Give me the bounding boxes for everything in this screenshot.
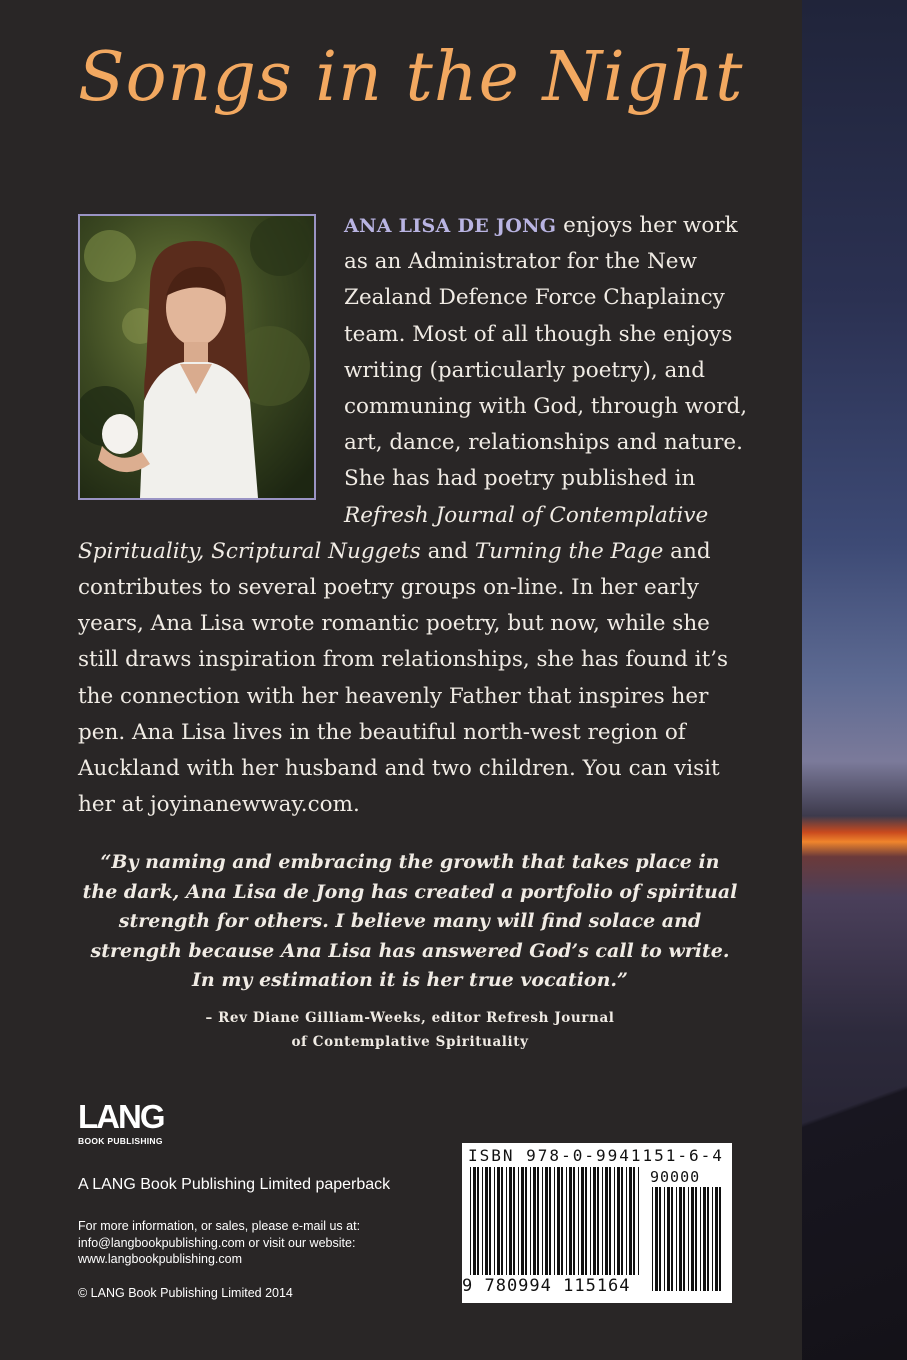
contact-info-line-2: info@langbookpublishing.com or visit our website: xyxy=(78,1235,356,1250)
bio-text-part-3: and contributes to several poetry groups on-line. In her early years, Ana Lisa wrote romantic poetry, but now, while she still draws inspiration from relationships, she has found it’s the connection with her heavenly Father that inspires her pen. Ana Lisa lives in the beautiful north-west region of Auckland with her husband and two children. You can visit her at joyinanewway.com. xyxy=(78,538,729,818)
publisher-contact-info xyxy=(78,1218,418,1268)
bio-text-part-1: enjoys her work as an Administrator for the New Zealand Defence Force Chaplaincy team. Most of all though she enjoys writing (particularly poetry), and communing with God, through word, art, dance, relationships and nature. She has had poetry published in xyxy=(344,213,748,492)
bio-publication-1: Refresh Journal of Contemplative Spirituality, Scriptural Nuggets xyxy=(78,502,709,564)
publisher-paperback-line: A LANG Book Publishing Limited paperback xyxy=(78,1176,391,1193)
price-code: 90000 xyxy=(650,1168,701,1186)
quote-attribution xyxy=(80,1006,740,1054)
bio-text-part-2: and xyxy=(420,538,475,564)
publisher-logo xyxy=(78,1100,178,1152)
copyright-notice: © LANG Book Publishing Limited 2014 xyxy=(78,1286,293,1300)
barcode-digits: 9 780994 115164 xyxy=(462,1276,631,1296)
contact-info-line-1: For more information, or sales, please e-mail us at: xyxy=(78,1219,361,1233)
author-name: ANA LISA DE JONG xyxy=(344,215,557,237)
isbn-label: ISBN 978-0-9941151-6-4 xyxy=(468,1146,724,1165)
attribution-line-2: of Contemplative Spirituality xyxy=(291,1034,529,1050)
bio-publication-2: Turning the Page xyxy=(474,538,664,564)
endorsement-quote: “By naming and embracing the growth that takes place in the dark, Ana Lisa de Jong has created a portfolio of spiritual strength for others. I believe many will find solace and strength because Ana Lisa has answered God’s call to write. In my estimation it is her true vocation.” xyxy=(82,851,738,991)
isbn-barcode xyxy=(462,1143,732,1303)
publisher-logo-mark: LANG xyxy=(78,1098,164,1135)
barcode-addon-bars xyxy=(652,1187,724,1299)
book-title: Songs in the Night xyxy=(78,38,744,117)
photo-text-wrap-spacer xyxy=(78,208,344,530)
author-bio xyxy=(78,208,748,823)
contact-info-line-3: www.langbookpublishing.com xyxy=(78,1252,242,1266)
hillside-silhouette xyxy=(802,940,907,1360)
publisher-logo-subtitle: BOOK PUBLISHING xyxy=(78,1136,163,1146)
barcode-bars xyxy=(470,1167,642,1275)
attribution-line-1: – Rev Diane Gilliam-Weeks, editor Refresh Journal xyxy=(205,1010,615,1026)
